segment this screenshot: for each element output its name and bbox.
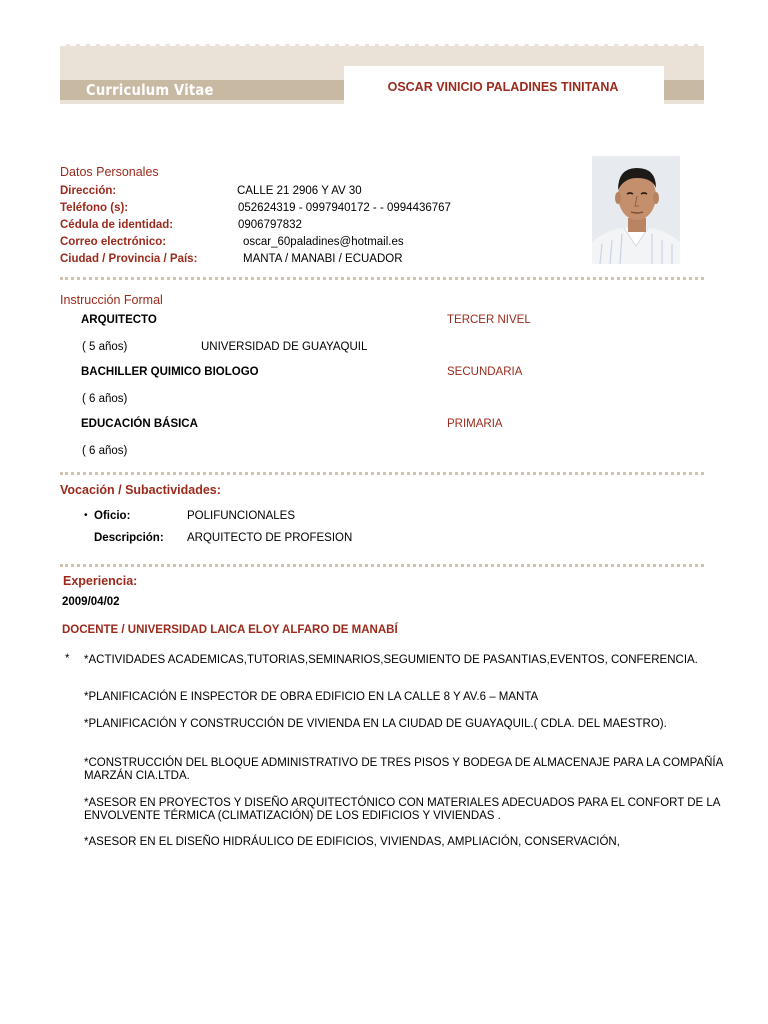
- person-name: OSCAR VINICIO PALADINES TINITANA: [387, 80, 619, 94]
- value-email: oscar_60paladines@hotmail.es: [243, 236, 404, 248]
- label-email: Correo electrónico:: [60, 236, 167, 248]
- experience-item: *PLANIFICACIÓN Y CONSTRUCCIÓN DE VIVIENDA EN LA CIUDAD DE GUAYAQUIL.( CDLA. DEL MAESTRO).: [84, 718, 667, 730]
- personal-section-title: Datos Personales: [60, 165, 159, 179]
- divider: [60, 277, 704, 280]
- profile-photo: [592, 156, 680, 264]
- value-location: MANTA / MANABI / ECUADOR: [243, 253, 403, 265]
- education-institution: UNIVERSIDAD DE GUAYAQUIL: [201, 341, 368, 353]
- experience-item: *ASESOR EN EL DISEÑO HIDRÁULICO DE EDIFICIOS, VIVIENDAS, AMPLIACIÓN, CONSERVACIÓN,: [84, 836, 620, 848]
- education-section-title: Instrucción Formal: [60, 293, 163, 307]
- value-address: CALLE 21 2906 Y AV 30: [237, 185, 362, 197]
- asterisk-bullet-icon: *: [65, 653, 70, 665]
- vocation-section-title: Vocación / Subactividades:: [60, 483, 221, 497]
- education-level: TERCER NIVEL: [447, 314, 531, 326]
- education-level: SECUNDARIA: [447, 366, 523, 378]
- education-level: PRIMARIA: [447, 418, 503, 430]
- education-degree: BACHILLER QUIMICO BIOLOGO: [81, 366, 259, 378]
- divider: [60, 564, 704, 567]
- experience-item: *CONSTRUCCIÓN DEL BLOQUE ADMINISTRATIVO DE TRES PISOS Y BODEGA DE ALMACENAJE PARA LA COMPAÑÍA MARZÁN CIA.LTDA.: [84, 757, 723, 782]
- portrait-image: [592, 156, 680, 264]
- divider: [60, 472, 704, 475]
- experience-item: *PLANIFICACIÓN E INSPECTOR DE OBRA EDIFICIO EN LA CALLE 8 Y AV.6 – MANTA: [84, 691, 539, 703]
- education-duration: ( 5 años): [82, 341, 128, 353]
- value-id: 0906797832: [238, 219, 302, 231]
- descripcion-value: ARQUITECTO DE PROFESION: [187, 532, 353, 544]
- education-duration: ( 6 años): [82, 445, 128, 457]
- label-address: Dirección:: [60, 185, 117, 197]
- descripcion-label: Descripción:: [94, 532, 164, 544]
- bullet-icon: •: [84, 510, 88, 521]
- experience-item: *ACTIVIDADES ACADEMICAS,TUTORIAS,SEMINARIOS,SEGUMIENTO DE PASANTIAS,EVENTOS, CONFERENCIA.: [84, 654, 698, 666]
- label-id: Cédula de identidad:: [60, 219, 174, 231]
- label-location: Ciudad / Provincia / País:: [60, 253, 198, 265]
- education-degree: EDUCACIÓN BÁSICA: [81, 418, 198, 430]
- label-phone: Teléfono (s):: [60, 202, 129, 214]
- oficio-value: POLIFUNCIONALES: [187, 510, 295, 522]
- experience-date: 2009/04/02: [62, 596, 120, 608]
- banner-title: Curriculum Vitae: [86, 81, 214, 99]
- oficio-label: Oficio:: [94, 510, 131, 522]
- experience-position: DOCENTE / UNIVERSIDAD LAICA ELOY ALFARO DE MANABÍ: [62, 624, 398, 636]
- value-phone: 052624319 - 0997940172 - - 0994436767: [238, 202, 451, 214]
- education-duration: ( 6 años): [82, 393, 128, 405]
- experience-section-title: Experiencia:: [63, 574, 138, 588]
- experience-item: *ASESOR EN PROYECTOS Y DISEÑO ARQUITECTÓNICO CON MATERIALES ADECUADOS PARA EL CONFORT DE LA ENVOLVENTE TÉRMICA (CLIMATIZACIÓN) DE LOS EDIFICIOS Y VIVIENDAS .: [84, 797, 720, 822]
- education-degree: ARQUITECTO: [81, 314, 157, 326]
